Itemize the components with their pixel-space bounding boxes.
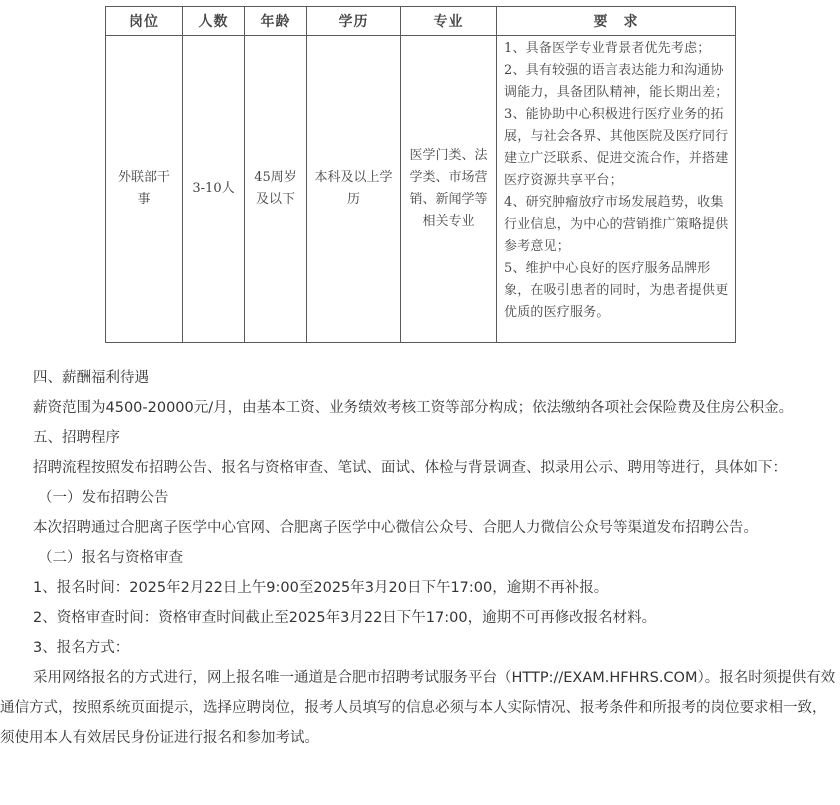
- salary-paragraph: 薪资范围为4500-20000元/月，由基本工资、业务绩效考核工资等部分构成；依法缴纳各项社会保险费及住房公积金。: [33, 400, 794, 416]
- requirement-item: 5、维护中心良好的医疗服务品牌形象，在吸引患者的同时，为患者提供更优质的医疗服务。: [504, 261, 729, 320]
- cell-position-text: 外联部干事: [117, 170, 170, 207]
- step1-heading: （一）发布招聘公告: [38, 490, 169, 506]
- cell-education-text: 本科及以上学历: [314, 170, 393, 207]
- header-count: 人数: [183, 7, 245, 36]
- cell-count-text: 3-10人: [192, 181, 235, 196]
- registration-method-paragraph: 采用网络报名的方式进行，网上报名唯一通道是合肥市招聘考试服务平台（HTTP://EXAM.HFHRS.COM）。报名时须提供有效通信方式，按照系统页面提示，选择应聘岗位，报考人员填写的信息必须与本人实际情况、报考条件和所报考的岗位要求相一致，须使用本人有效居民身份证进行报名和参加考试。: [0, 670, 836, 746]
- cell-major: [401, 36, 497, 343]
- requirement-item: 3、能协助中心积极进行医疗业务的拓展，与社会各界、其他医院及医疗同行建立广泛联系、促进交流合作，并搭建医疗资源共享平台；: [504, 107, 729, 188]
- section-heading-salary: 四、薪酬福利待遇: [33, 370, 149, 386]
- qualification-review-item: 2、资格审查时间：资格审查时间截止至2025年3月22日下午17:00，逾期不可再修改报名材料。: [33, 610, 657, 626]
- job-requirements-table: [105, 6, 736, 343]
- step2-heading: （二）报名与资格审查: [38, 550, 183, 566]
- cell-age: [245, 36, 307, 343]
- table-header-row: [106, 7, 736, 36]
- requirement-item: 4、研究肿瘤放疗市场发展趋势，收集行业信息，为中心的营销推广策略提供参考意见；: [504, 195, 729, 254]
- cell-position: [106, 36, 183, 343]
- header-major: 专业: [401, 7, 497, 36]
- document-body: [0, 363, 840, 753]
- cell-age-text: 45周岁及以下: [254, 170, 297, 207]
- cell-count: [183, 36, 245, 343]
- cell-major-text: 医学门类、法学类、市场营销、新闻学等相关专业: [409, 148, 488, 229]
- step1-paragraph: 本次招聘通过合肥离子医学中心官网、合肥离子医学中心微信公众号、合肥人力微信公众号等渠道发布招聘公告。: [33, 520, 758, 536]
- recruitment-intro-paragraph: 招聘流程按照发布招聘公告、报名与资格审查、笔试、面试、体检与背景调查、拟录用公示、聘用等进行，具体如下：: [33, 460, 787, 476]
- header-requirements: 要 求: [497, 7, 736, 36]
- section-heading-recruitment: 五、招聘程序: [33, 430, 120, 446]
- registration-method-item: 3、报名方式：: [33, 640, 130, 656]
- table-row: [106, 36, 736, 343]
- requirements-list: [497, 36, 735, 324]
- header-age: 年龄: [245, 7, 307, 36]
- cell-requirements: [497, 36, 736, 343]
- requirement-item: 1、具备医学专业背景者优先考虑；: [504, 41, 711, 56]
- cell-education: [307, 36, 401, 343]
- header-education: 学历: [307, 7, 401, 36]
- requirement-item: 2、具有较强的语言表达能力和沟通协调能力，具备团队精神，能长期出差；: [504, 63, 729, 100]
- registration-time-item: 1、报名时间：2025年2月22日上午9:00至2025年3月20日下午17:00，逾期不再补报。: [33, 580, 609, 596]
- header-position: 岗位: [106, 7, 183, 36]
